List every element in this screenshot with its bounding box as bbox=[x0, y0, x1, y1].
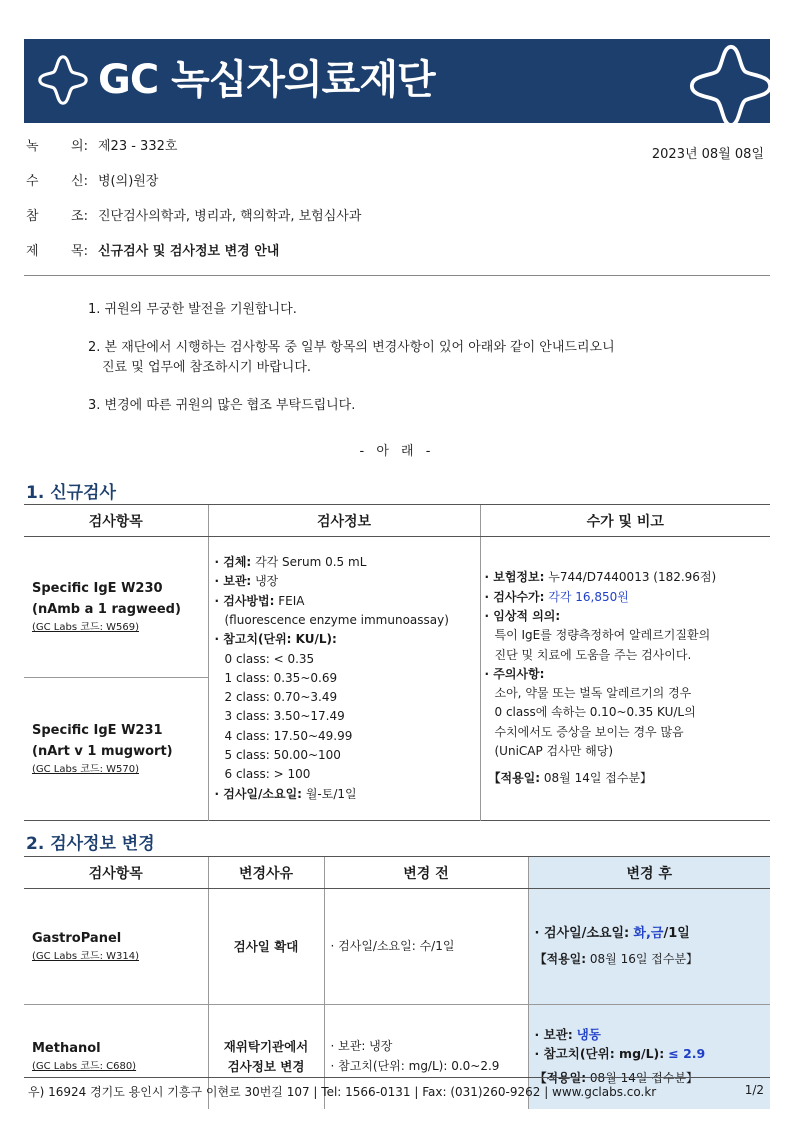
body-text bbox=[88, 300, 768, 434]
subject: 신규검사 및 검사정보 변경 안내 bbox=[98, 244, 280, 259]
reference: 진단검사의학과, 병리과, 핵의학과, 보험심사과 bbox=[98, 209, 362, 224]
changed-info-table bbox=[24, 856, 770, 1109]
divider bbox=[24, 275, 770, 276]
section-1-title: 1. 신규검사 bbox=[26, 483, 116, 503]
class-3: 3 class: 3.50~17.49 bbox=[224, 709, 345, 724]
col-header-before: 변경 전 bbox=[324, 857, 528, 889]
decorative-cross-icon bbox=[688, 43, 770, 123]
document-meta bbox=[24, 138, 770, 278]
paragraph-2b: 진료 및 업무에 참조하시기 바랍니다. bbox=[102, 360, 312, 375]
paragraph-3: 3. 변경에 따른 귀원의 많은 협조 부탁드립니다. bbox=[88, 398, 356, 413]
footer-address: 우) 16924 경기도 용인시 기흥구 이현로 30번길 107 | Tel: 1566-0131 | Fax: (031)260-9262 | www.gclabs.co.kr bbox=[28, 1085, 657, 1099]
meta-row-doc-number: 녹 의: 제23 - 332호 2023년 08월 08일 bbox=[26, 139, 764, 162]
table-row: Methanol (GC Labs 코드: C680) 재위탁기관에서 검사정보 변경 · 보관: 냉장 · 참고치(단위: mg/L): 0.0~2.9 · 보관: 냉동 · 참고치(단위: mg/L): ≤ 2.9 【적용일: 08월 14일 접수분】 bbox=[24, 1005, 770, 1109]
logo-text: GC 녹십자의료재단 bbox=[98, 57, 435, 103]
class-1: 1 class: 0.35~0.69 bbox=[224, 670, 338, 685]
apply-date: 【적용일: 08월 14일 접수분】 bbox=[534, 1071, 699, 1086]
col-header-remarks: 수가 및 비고 bbox=[480, 505, 770, 537]
footer-divider bbox=[24, 1077, 770, 1078]
test-remarks-cell: · 보험정보: 누744/D7440013 (182.96점) · 검사수가: 각각 16,850원 · 임상적 의의: 특이 IgE를 정량측정하여 알레르기질환의 진단 및 치료에 도움을 주는 검사이다. · 주의사항: 소아, 약물 또는 벌독 알레르기의 경우 0 class에 속하는 0.10~0.35 KU/L의 수치에서도 증상을 보이는 경우 많음 (UniCAP 검사만 해당) 【적용일: 08월 14일 접수분】 bbox=[480, 537, 770, 821]
header-banner bbox=[24, 39, 770, 123]
apply-date: 【적용일: 08월 14일 접수분】 bbox=[488, 771, 653, 786]
paragraph-2a: 2. 본 재단에서 시행하는 검사항목 중 일부 항목의 변경사항이 있어 아래와 같이 안내드리오니 bbox=[88, 340, 615, 355]
class-6: 6 class: > 100 bbox=[224, 767, 311, 782]
class-4: 4 class: 17.50~49.99 bbox=[224, 728, 353, 743]
col-header-after: 변경 후 bbox=[528, 857, 770, 889]
meta-row-recipient: 수 신: 병(의)원장 bbox=[26, 174, 159, 189]
doc-number: 제23 - 332호 bbox=[98, 139, 178, 154]
footer bbox=[28, 1083, 768, 1100]
col-header-item: 검사항목 bbox=[24, 505, 208, 537]
new-tests-table bbox=[24, 504, 770, 821]
test-info-cell: · 검체: 각각 Serum 0.5 mL · 보관: 냉장 · 검사방법: FEIA (fluorescence enzyme immunoassay) · 참고치(단위: KU/L): 0 class: < 0.35 1 class: 0.35~0.69 2 class: 0.70~3.49 3 class: 3.50~17.49 4 class: 17.50~49.99 5 class: 50.00~100 6 class: > 100 · 검사일/소요일: 월-토/1일 bbox=[208, 537, 480, 821]
test-item-1: Specific IgE W230 (nAmb a 1 ragweed) (GC Labs 코드: W569) bbox=[32, 581, 181, 633]
page-number: 1/2 bbox=[744, 1083, 764, 1097]
class-5: 5 class: 50.00~100 bbox=[224, 748, 341, 763]
gc-cross-logo-icon bbox=[34, 51, 92, 109]
section-2-title: 2. 검사정보 변경 bbox=[26, 834, 155, 854]
class-2: 2 class: 0.70~3.49 bbox=[224, 690, 338, 705]
col-header-info: 검사정보 bbox=[208, 505, 480, 537]
notice-heading: - 아 래 - bbox=[359, 444, 435, 459]
meta-row-subject: 제 목: 신규검사 및 검사정보 변경 안내 bbox=[26, 244, 280, 259]
document-date: 2023년 08월 08일 bbox=[651, 147, 764, 162]
col-header-reason: 변경사유 bbox=[208, 857, 324, 889]
class-0: 0 class: < 0.35 bbox=[224, 651, 315, 666]
paragraph-1: 1. 귀원의 무궁한 발전을 기원합니다. bbox=[88, 302, 297, 317]
apply-date: 【적용일: 08월 16일 접수분】 bbox=[534, 951, 699, 966]
recipient: 병(의)원장 bbox=[98, 174, 159, 189]
test-item-2: Specific IgE W231 (nArt v 1 mugwort) (GC Labs 코드: W570) bbox=[24, 678, 208, 821]
meta-row-reference: 참 조: 진단검사의학과, 병리과, 핵의학과, 보험심사과 bbox=[26, 209, 362, 224]
col-header-item: 검사항목 bbox=[24, 857, 208, 889]
table-row: GastroPanel (GC Labs 코드: W314) 검사일 확대 · 검사일/소요일: 수/1일 · 검사일/소요일: 화,금/1일 【적용일: 08월 16일 접수분】 bbox=[24, 889, 770, 1005]
